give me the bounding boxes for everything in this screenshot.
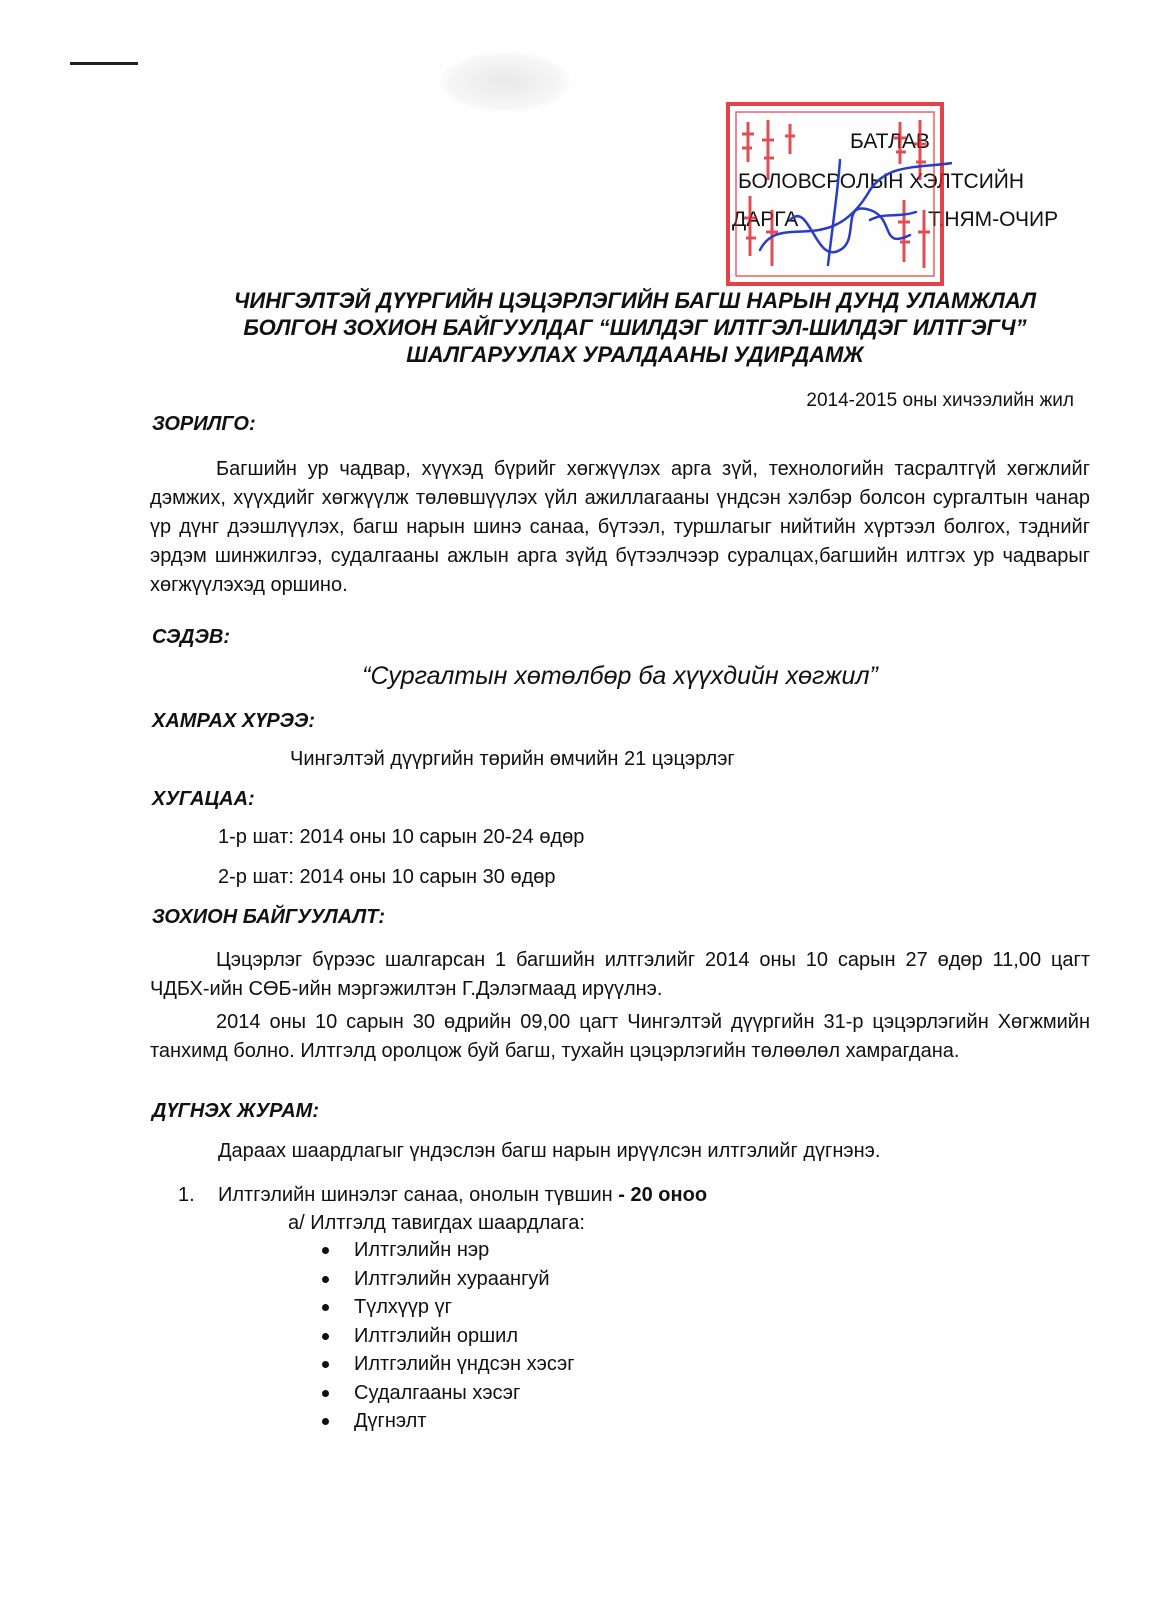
organization-paragraph-1: Цэцэрлэг бүрээс шалгарсан 1 багшийн илтгэлийг 2014 оны 10 сарын 27 өдөр 11,00 цагт ЧДБХ-ийн СӨБ-ийн мэргэжилтэн Г.Дэлэгмаад ирүүлнэ. — [150, 949, 1090, 1000]
organization-paragraph-2: 2014 оны 10 сарын 30 өдрийн 09,00 цагт Чингэлтэй дүүргийн 31-р цэцэрлэгийн Хөгжмийн танхимд болно. Илтгэлд оролцож буй багш, тухайн цэцэрлэгийн төлөөлөл хамрагдана. — [150, 1011, 1090, 1062]
document-title-line-3: ШАЛГАРУУЛАХ УРАЛДААНЫ УДИРДАМЖ — [406, 342, 864, 367]
approval-department: БОЛОВСРОЛЫН ХЭЛТСИЙН — [738, 170, 1025, 193]
approval-name: Т.НЯМ-ОЧИР — [928, 208, 1059, 231]
evaluation-item-1-text: Илтгэлийн шинэлэг санаа, онолын түвшин — [218, 1184, 613, 1206]
document-title-line-2: БОЛГОН ЗОХИОН БАЙГУУЛДАГ “ШИЛДЭГ ИЛТГЭЛ-ШИЛДЭГ ИЛТГЭГЧ” — [243, 315, 1027, 340]
evaluation-subitem-a: а/ Илтгэлд тавигдах шаардлага: — [288, 1212, 585, 1234]
requirements-list — [318, 1236, 575, 1436]
duration-heading: ХУГАЦАА: — [152, 788, 255, 810]
topic-text: “Сургалтын хөтөлбөр ба хүүхдийн хөгжил” — [362, 662, 878, 690]
evaluation-heading: ДҮГНЭХ ЖУРАМ: — [152, 1100, 319, 1122]
list-item: Илтгэлийн хураангуй — [318, 1265, 575, 1294]
scope-heading: ХАМРАХ ХҮРЭЭ: — [152, 710, 316, 732]
list-item: Түлхүүр үг — [318, 1293, 575, 1322]
document-title-line-1: ЧИНГЭЛТЭЙ ДҮҮРГИЙН ЦЭЦЭРЛЭГИЙН БАГШ НАРЫН ДУНД УЛАМЖЛАЛ — [233, 288, 1037, 313]
topic-heading: СЭДЭВ: — [152, 626, 230, 648]
evaluation-intro: Дараах шаардлагыг үндэслэн багш нарын ирүүлсэн илтгэлийг дүгнэнэ. — [218, 1140, 881, 1162]
list-item: Илтгэлийн үндсэн хэсэг — [318, 1350, 575, 1379]
evaluation-item-number: 1. — [178, 1184, 195, 1206]
list-item: Илтгэлийн нэр — [318, 1236, 575, 1265]
duration-stage-2: 2-р шат: 2014 оны 10 сарын 30 өдөр — [218, 866, 556, 888]
evaluation-item-1 — [218, 1184, 707, 1207]
scope-text: Чингэлтэй дүүргийн төрийн өмчийн 21 цэцэрлэг — [290, 748, 735, 770]
goal-text: Багшийн ур чадвар, хүүхэд бүрийг хөгжүүлэх арга зүй, технологийн тасралтгүй хөгжлийг дэмжих, хүүхдийг хөгжүүлж төлөвшүүлэх үйл ажиллагааны үндсэн хэлбэр болсон сургалтын чанар үр дүнг дээшлүүлэх, багш нарын шинэ санаа, бүтээл, туршлагыг нийтийн хүртээл болгох, тэднийг эрдэм шинжилгээ, судалгааны ажлын арга зүйд бүтээлчээр суралцах,багшийн илтгэх ур чадварыг хөгжүүлэхэд оршино. — [150, 458, 1090, 596]
official-stamp — [720, 100, 952, 290]
bleed-through-smudge — [440, 52, 570, 112]
approval-role: ДАРГА — [732, 208, 799, 231]
approval-label: БАТЛАВ — [850, 130, 930, 153]
organization-heading: ЗОХИОН БАЙГУУЛАЛТ: — [152, 906, 386, 928]
duration-stage-1: 1-р шат: 2014 оны 10 сарын 20-24 өдөр — [218, 826, 585, 848]
goal-heading: ЗОРИЛГО: — [152, 413, 256, 435]
top-edge-mark — [70, 62, 138, 65]
evaluation-item-1-score: - 20 оноо — [618, 1184, 708, 1206]
list-item: Судалгааны хэсэг — [318, 1379, 575, 1408]
list-item: Илтгэлийн оршил — [318, 1322, 575, 1351]
academic-year: 2014-2015 оны хичээлийн жил — [806, 390, 1074, 411]
list-item: Дүгнэлт — [318, 1407, 575, 1436]
